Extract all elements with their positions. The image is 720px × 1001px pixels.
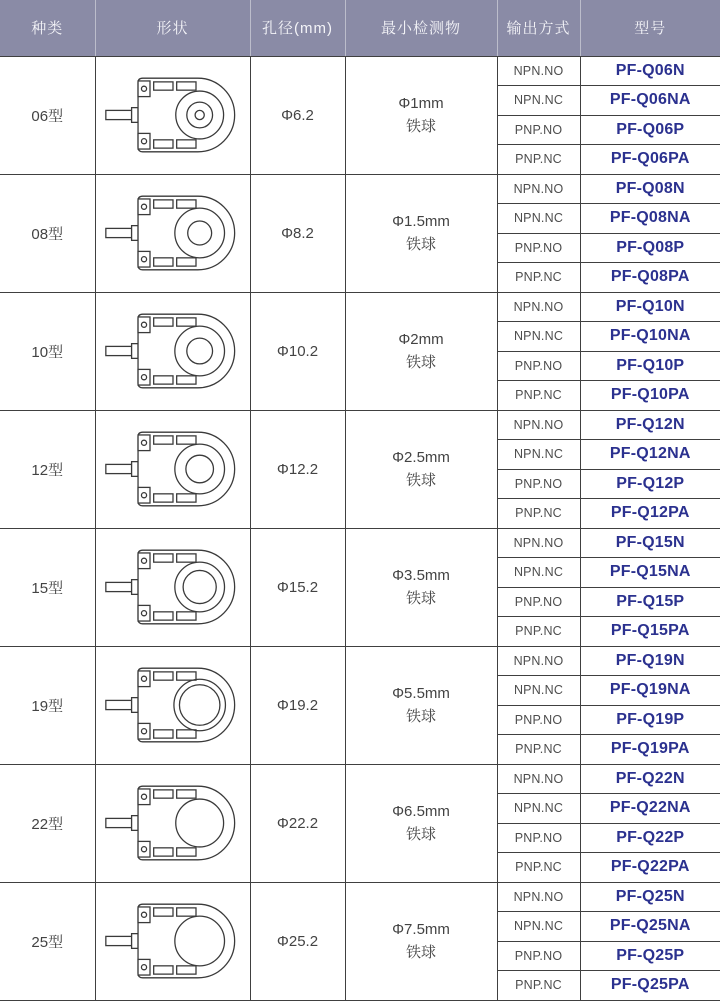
model-cell: PF-Q06PA (580, 145, 720, 175)
variant-row (0, 528, 720, 558)
output-mode-cell: NPN.NO (497, 410, 580, 440)
model-cell: PF-Q12NA (580, 440, 720, 470)
output-mode-cell: NPN.NC (497, 676, 580, 706)
ring-sensor-drawing (104, 659, 242, 751)
model-cell: PF-Q08NA (580, 204, 720, 234)
min-object-cell (345, 882, 497, 1000)
variant-row (0, 56, 720, 86)
ring-sensor-drawing (104, 423, 242, 515)
variant-row (0, 882, 720, 912)
output-mode-cell: NPN.NC (497, 204, 580, 234)
model-cell: PF-Q25P (580, 941, 720, 971)
ring-sensor-drawing (104, 777, 242, 869)
output-mode-cell: PNP.NO (497, 115, 580, 145)
output-mode-cell: PNP.NO (497, 587, 580, 617)
output-mode-cell: PNP.NO (497, 233, 580, 263)
min-object-cell (345, 174, 497, 292)
ring-sensor-drawing (104, 69, 242, 161)
header-shape: 形状 (95, 0, 250, 56)
output-mode-cell: NPN.NC (497, 86, 580, 116)
type-cell: 15型 (0, 528, 95, 646)
aperture-cell: Φ19.2 (250, 646, 345, 764)
aperture-cell: Φ22.2 (250, 764, 345, 882)
min-object-cell (345, 528, 497, 646)
model-cell: PF-Q08P (580, 233, 720, 263)
model-cell: PF-Q12P (580, 469, 720, 499)
model-cell: PF-Q19P (580, 705, 720, 735)
output-mode-cell: NPN.NC (497, 558, 580, 588)
output-mode-cell: PNP.NC (497, 853, 580, 883)
model-cell: PF-Q06P (580, 115, 720, 145)
variant-row (0, 410, 720, 440)
variant-row (0, 764, 720, 794)
shape-cell (95, 528, 250, 646)
type-cell: 12型 (0, 410, 95, 528)
model-cell: PF-Q10PA (580, 381, 720, 411)
model-cell: PF-Q19PA (580, 735, 720, 765)
model-cell: PF-Q15PA (580, 617, 720, 647)
output-mode-cell: NPN.NC (497, 440, 580, 470)
output-mode-cell: PNP.NO (497, 351, 580, 381)
variant-row (0, 174, 720, 204)
min-object-size: Φ6.5mm (392, 802, 450, 820)
model-cell: PF-Q19N (580, 646, 720, 676)
model-cell: PF-Q08PA (580, 263, 720, 293)
output-mode-cell: NPN.NO (497, 174, 580, 204)
min-object-size: Φ2.5mm (392, 448, 450, 466)
variant-row (0, 646, 720, 676)
output-mode-cell: PNP.NC (497, 735, 580, 765)
model-cell: PF-Q10P (580, 351, 720, 381)
min-object-size: Φ5.5mm (392, 684, 450, 702)
output-mode-cell: PNP.NC (497, 381, 580, 411)
min-object-cell (345, 410, 497, 528)
output-mode-cell: PNP.NC (497, 263, 580, 293)
output-mode-cell: PNP.NO (497, 705, 580, 735)
header-min-object: 最小检测物 (345, 0, 497, 56)
min-object-material: 铁球 (405, 826, 436, 843)
output-mode-cell: PNP.NO (497, 823, 580, 853)
ring-sensor-drawing (104, 187, 242, 279)
model-cell: PF-Q25N (580, 882, 720, 912)
model-cell: PF-Q15NA (580, 558, 720, 588)
output-mode-cell: NPN.NO (497, 882, 580, 912)
min-object-size: Φ7.5mm (392, 920, 450, 938)
shape-cell (95, 764, 250, 882)
output-mode-cell: PNP.NO (497, 941, 580, 971)
shape-cell (95, 174, 250, 292)
type-cell: 22型 (0, 764, 95, 882)
shape-cell (95, 292, 250, 410)
aperture-cell: Φ12.2 (250, 410, 345, 528)
output-mode-cell: PNP.NC (497, 617, 580, 647)
shape-cell (95, 56, 250, 174)
min-object-cell (345, 764, 497, 882)
model-cell: PF-Q06NA (580, 86, 720, 116)
min-object-material: 铁球 (405, 118, 436, 135)
model-cell: PF-Q15N (580, 528, 720, 558)
type-cell: 08型 (0, 174, 95, 292)
aperture-cell: Φ25.2 (250, 882, 345, 1000)
aperture-cell: Φ6.2 (250, 56, 345, 174)
model-cell: PF-Q08N (580, 174, 720, 204)
min-object-material: 铁球 (405, 590, 436, 607)
min-object-cell (345, 646, 497, 764)
model-cell: PF-Q22PA (580, 853, 720, 883)
aperture-cell: Φ10.2 (250, 292, 345, 410)
model-cell: PF-Q06N (580, 56, 720, 86)
min-object-cell (345, 292, 497, 410)
min-object-material: 铁球 (405, 944, 436, 961)
model-cell: PF-Q12PA (580, 499, 720, 529)
variant-row (0, 292, 720, 322)
output-mode-cell: PNP.NC (497, 499, 580, 529)
output-mode-cell: PNP.NC (497, 145, 580, 175)
table-body (0, 56, 720, 1000)
output-mode-cell: NPN.NC (497, 322, 580, 352)
type-cell: 06型 (0, 56, 95, 174)
min-object-size: Φ1mm (398, 94, 444, 112)
ring-sensor-drawing (104, 895, 242, 987)
output-mode-cell: NPN.NC (497, 794, 580, 824)
ring-sensor-drawing (104, 305, 242, 397)
type-cell: 10型 (0, 292, 95, 410)
min-object-size: Φ3.5mm (392, 566, 450, 584)
aperture-cell: Φ15.2 (250, 528, 345, 646)
min-object-material: 铁球 (405, 354, 436, 371)
header-type: 种类 (0, 0, 95, 56)
header-output: 输出方式 (497, 0, 580, 56)
min-object-material: 铁球 (405, 236, 436, 253)
model-cell: PF-Q19NA (580, 676, 720, 706)
output-mode-cell: NPN.NO (497, 292, 580, 322)
output-mode-cell: NPN.NO (497, 56, 580, 86)
output-mode-cell: NPN.NO (497, 764, 580, 794)
shape-cell (95, 646, 250, 764)
model-cell: PF-Q10N (580, 292, 720, 322)
model-cell: PF-Q25PA (580, 971, 720, 1001)
shape-cell (95, 410, 250, 528)
header-aperture: 孔径(mm) (250, 0, 345, 56)
type-cell: 25型 (0, 882, 95, 1000)
output-mode-cell: NPN.NO (497, 646, 580, 676)
aperture-cell: Φ8.2 (250, 174, 345, 292)
output-mode-cell: PNP.NO (497, 469, 580, 499)
model-cell: PF-Q22N (580, 764, 720, 794)
type-cell: 19型 (0, 646, 95, 764)
model-cell: PF-Q22P (580, 823, 720, 853)
output-mode-cell: PNP.NC (497, 971, 580, 1001)
model-cell: PF-Q25NA (580, 912, 720, 942)
model-cell: PF-Q12N (580, 410, 720, 440)
output-mode-cell: NPN.NO (497, 528, 580, 558)
header-model: 型号 (580, 0, 720, 56)
table-header (0, 0, 720, 56)
model-cell: PF-Q10NA (580, 322, 720, 352)
output-mode-cell: NPN.NC (497, 912, 580, 942)
model-cell: PF-Q15P (580, 587, 720, 617)
min-object-cell (345, 56, 497, 174)
ring-sensor-drawing (104, 541, 242, 633)
min-object-material: 铁球 (405, 708, 436, 725)
min-object-material: 铁球 (405, 472, 436, 489)
min-object-size: Φ1.5mm (392, 212, 450, 230)
shape-cell (95, 882, 250, 1000)
model-cell: PF-Q22NA (580, 794, 720, 824)
min-object-size: Φ2mm (398, 330, 444, 348)
